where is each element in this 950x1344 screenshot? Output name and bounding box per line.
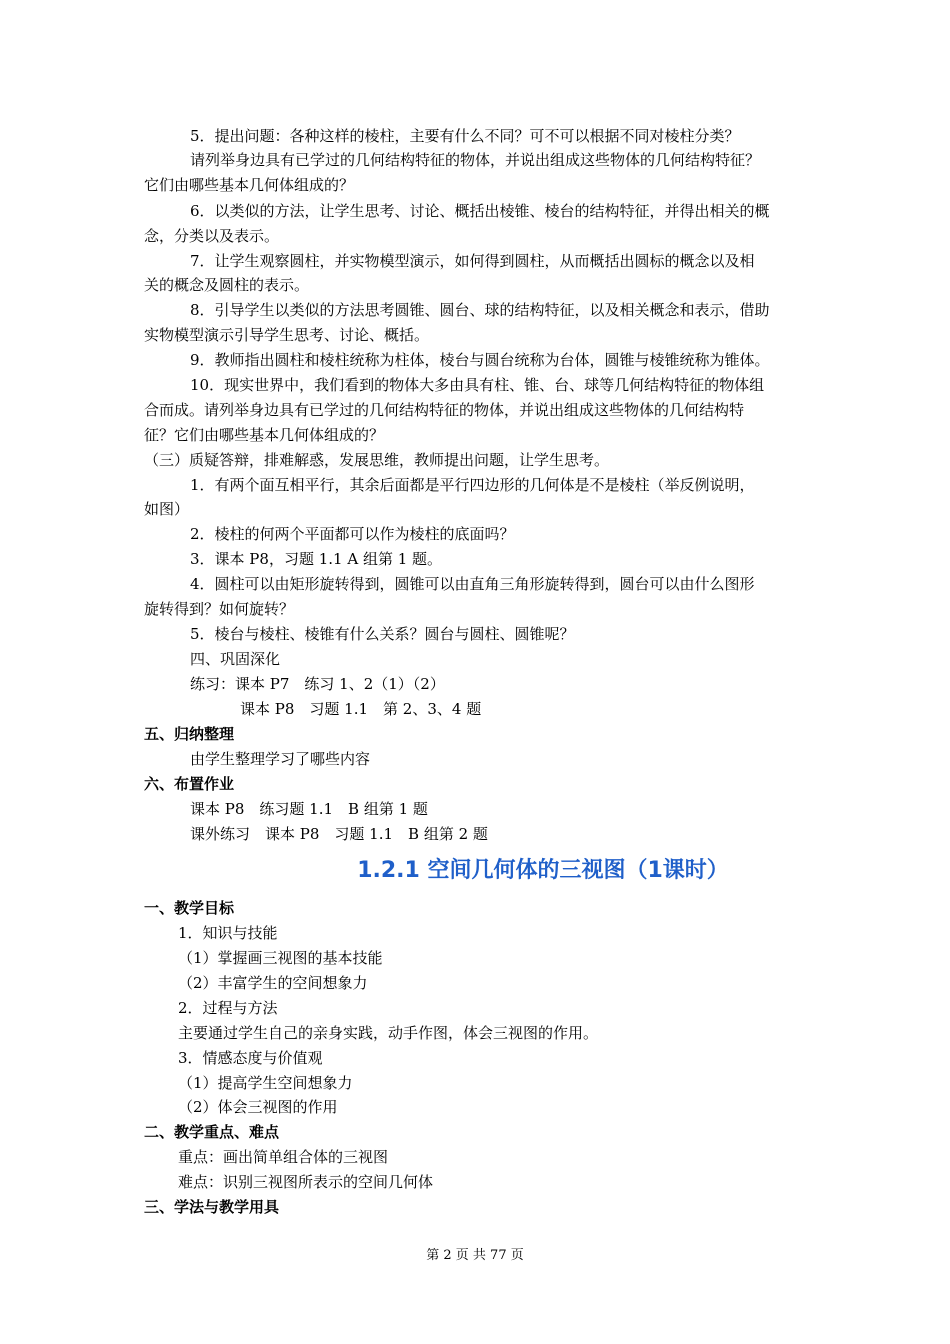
page-number-footer: 第 2 页 共 77 页 — [426, 1248, 524, 1263]
paragraph-line: 10．现实世界中，我们看到的物体大多由具有柱、锥、台、球等几何结构特征的物体组 — [190, 376, 765, 394]
paragraph-line: 7．让学生观察圆柱，并实物模型演示，如何得到圆柱，从而概括出圆标的概念以及相 — [190, 252, 755, 270]
paragraph-line: 如图） — [144, 500, 190, 518]
section-title: 1.2.1 空间几何体的三视图（1课时） — [357, 858, 729, 883]
paragraph-line: （2）体会三视图的作用 — [178, 1098, 338, 1116]
paragraph-line: 旋转得到？如何旋转？ — [144, 600, 295, 618]
section-heading: 五、归纳整理 — [144, 725, 235, 743]
paragraph-line: 课本 P8 习题 1.1 第 2、3、4 题 — [240, 700, 482, 718]
paragraph-line: 3．情感态度与价值观 — [178, 1049, 323, 1067]
paragraph-line: 练习：课本 P7 练习 1、2（1）（2） — [190, 675, 445, 693]
section-heading: 四、巩固深化 — [190, 650, 281, 668]
paragraph-line: 它们由哪些基本几何体组成的？ — [144, 176, 355, 194]
section-heading: 三、学法与教学用具 — [144, 1198, 280, 1216]
paragraph-line: （三）质疑答辩，排难解惑，发展思维，教师提出问题，让学生思考。 — [144, 451, 610, 469]
paragraph-line: 3．课本 P8，习题 1.1 A 组第 1 题。 — [190, 550, 443, 568]
paragraph-line: 关的概念及圆柱的表示。 — [144, 276, 310, 294]
section-heading: 一、教学目标 — [144, 899, 235, 917]
paragraph-line: 1．有两个面互相平行，其余后面都是平行四边形的几何体是不是棱柱（举反例说明， — [190, 476, 755, 494]
paragraph-line: 课外练习 课本 P8 习题 1.1 B 组第 2 题 — [190, 825, 488, 843]
paragraph-line: 由学生整理学习了哪些内容 — [190, 750, 371, 768]
paragraph-line: 念，分类以及表示。 — [144, 227, 280, 245]
section-heading: 二、教学重点、难点 — [144, 1123, 280, 1141]
paragraph-line: 1．知识与技能 — [178, 924, 278, 942]
paragraph-line: 征？它们由哪些基本几何体组成的？ — [144, 426, 385, 444]
paragraph-line: 6．以类似的方法，让学生思考、讨论、概括出棱锥、棱台的结构特征，并得出相关的概 — [190, 202, 770, 220]
paragraph-line: 9．教师指出圆柱和棱柱统称为柱体，棱台与圆台统称为台体，圆锥与棱锥统称为锥体。 — [190, 351, 770, 369]
paragraph-line: （1）掌握画三视图的基本技能 — [178, 949, 383, 967]
paragraph-line: 实物模型演示引导学生思考、讨论、概括。 — [144, 326, 430, 344]
paragraph-line: （1）提高学生空间想象力 — [178, 1074, 353, 1092]
paragraph-line: 重点：画出简单组合体的三视图 — [178, 1148, 389, 1166]
paragraph-line: 课本 P8 练习题 1.1 B 组第 1 题 — [190, 800, 428, 818]
paragraph-line: 请列举身边具有已学过的几何结构特征的物体，并说出组成这些物体的几何结构特征？ — [190, 151, 761, 169]
section-heading: 六、布置作业 — [144, 775, 235, 793]
paragraph-line: 5．提出问题：各种这样的棱柱，主要有什么不同？可不可以根据不同对棱柱分类？ — [190, 127, 740, 145]
paragraph-line: 难点：识别三视图所表示的空间几何体 — [178, 1173, 434, 1191]
paragraph-line: 合而成。请列举身边具有已学过的几何结构特征的物体，并说出组成这些物体的几何结构特 — [144, 401, 745, 419]
paragraph-line: 5．棱台与棱柱、棱锥有什么关系？圆台与圆柱、圆锥呢？ — [190, 625, 575, 643]
paragraph-line: （2）丰富学生的空间想象力 — [178, 974, 368, 992]
paragraph-line: 4．圆柱可以由矩形旋转得到，圆锥可以由直角三角形旋转得到，圆台可以由什么图形 — [190, 575, 755, 593]
paragraph-line: 2．过程与方法 — [178, 999, 278, 1017]
paragraph-line: 2．棱柱的何两个平面都可以作为棱柱的底面吗？ — [190, 525, 515, 543]
paragraph-line: 8．引导学生以类似的方法思考圆锥、圆台、球的结构特征，以及相关概念和表示，借助 — [190, 301, 770, 319]
paragraph-line: 主要通过学生自己的亲身实践，动手作图，体会三视图的作用。 — [178, 1024, 599, 1042]
